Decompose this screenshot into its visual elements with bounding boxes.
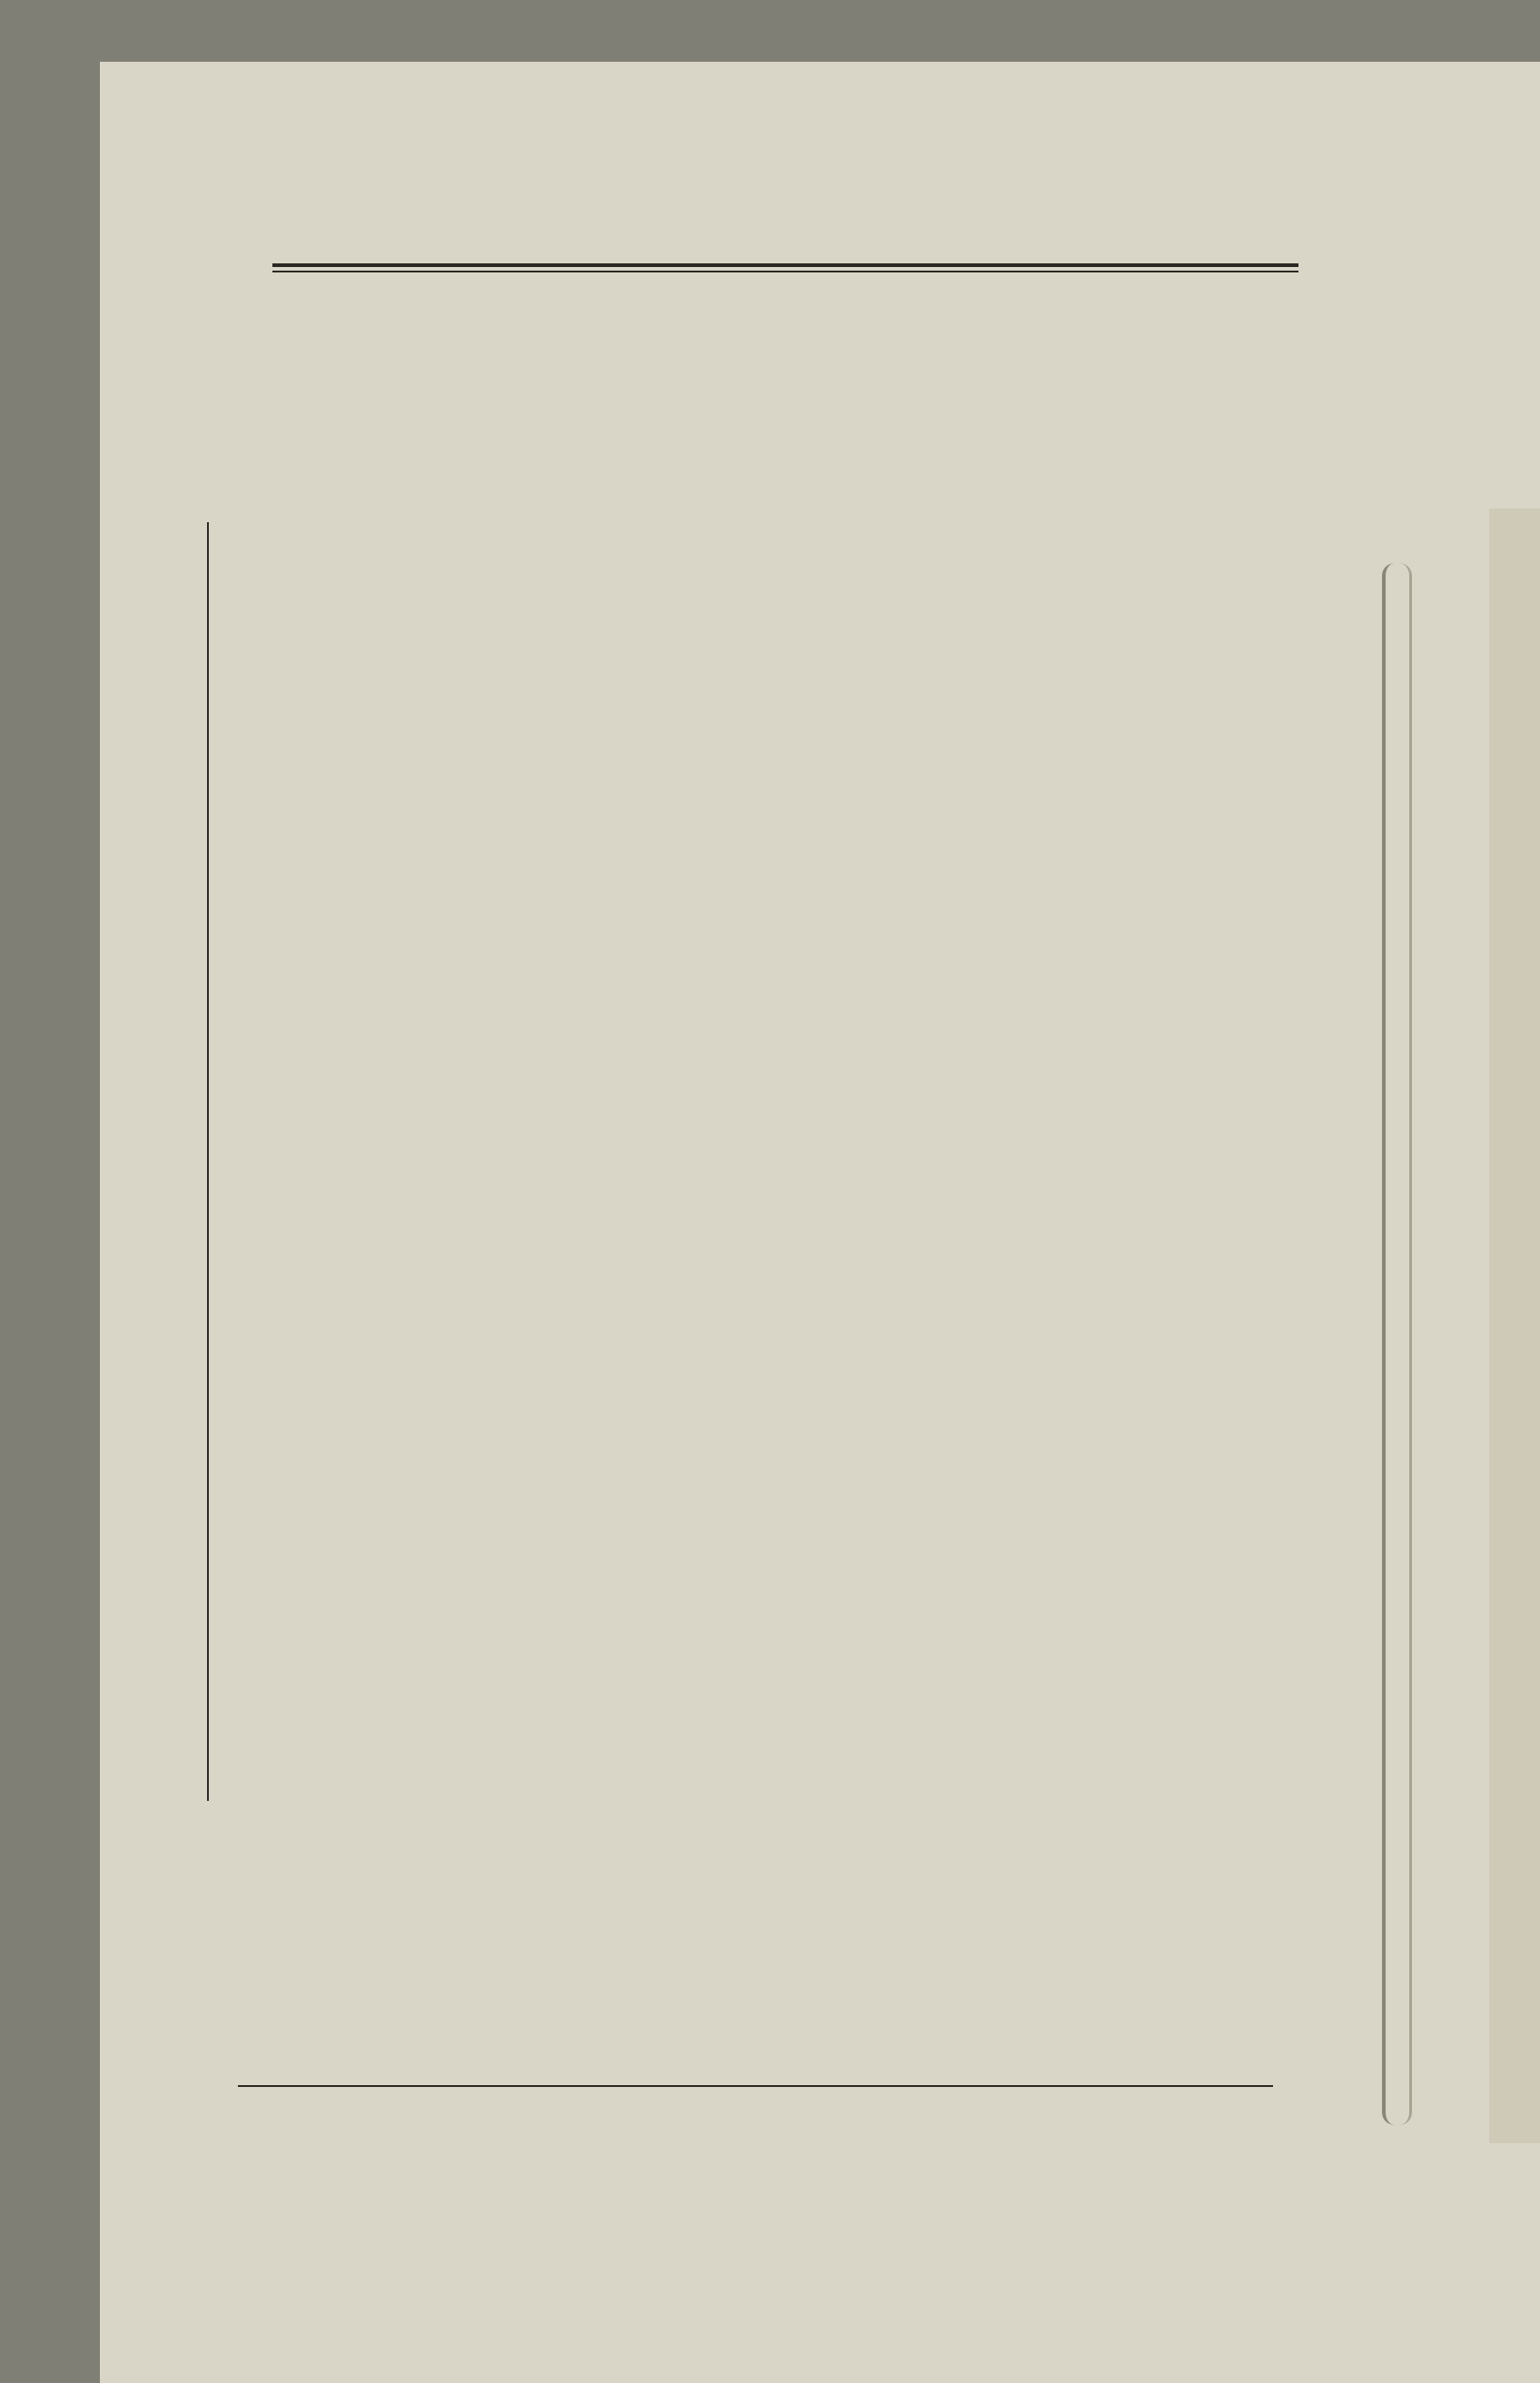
top-rule-thin	[272, 271, 1298, 272]
next-page-edge	[1489, 509, 1540, 2143]
almanac-page	[100, 62, 1540, 2383]
top-rule	[272, 263, 1298, 267]
footer-rule	[238, 2085, 1273, 2087]
side-rule	[207, 522, 209, 1801]
binding-thread	[1382, 563, 1412, 2125]
